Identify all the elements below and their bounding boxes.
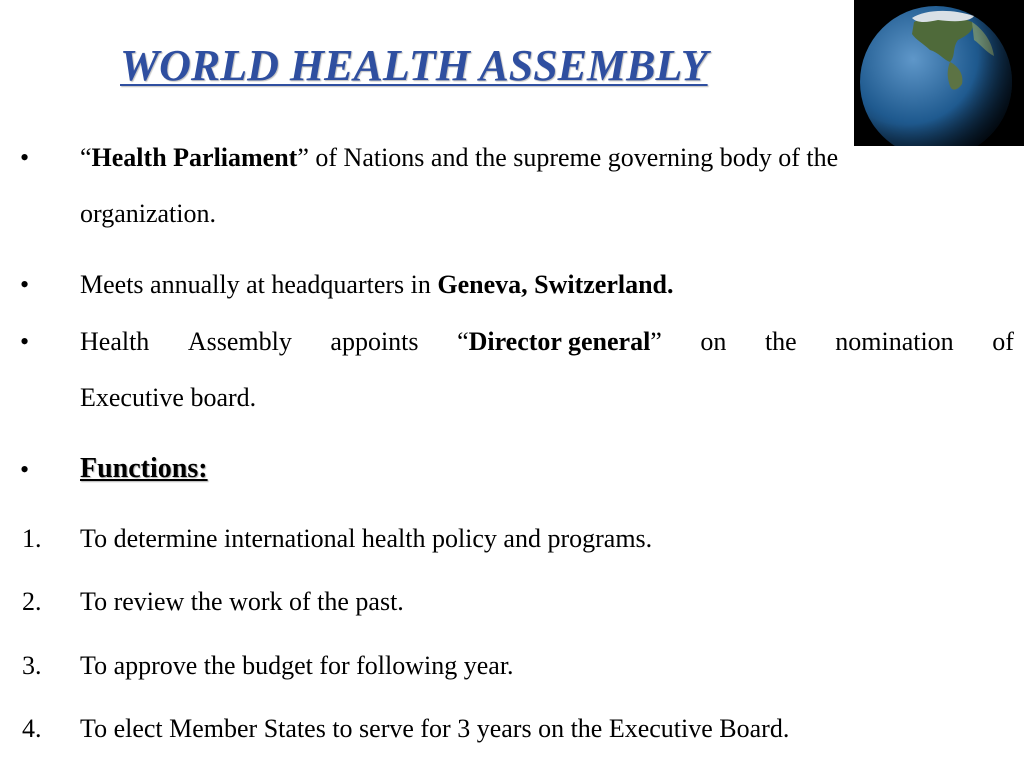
- close-quote: ”: [650, 327, 662, 356]
- list-item: To elect Member States to serve for 3 years on the Executive Board.: [80, 714, 790, 743]
- word: nomination: [835, 327, 954, 356]
- list-number: 2.: [22, 587, 42, 616]
- bullet-continuation: Executive board.: [80, 383, 257, 412]
- bullet-meets-annually: [80, 270, 674, 300]
- globe-image: [854, 0, 1024, 146]
- globe-icon: [854, 0, 1024, 146]
- word: of: [992, 327, 1014, 356]
- list-number: 1.: [22, 524, 42, 553]
- word: Assembly: [187, 327, 292, 356]
- list-number: 3.: [22, 651, 42, 680]
- list-item: To approve the budget for following year.: [80, 651, 514, 680]
- slide-title: WORLD HEALTH ASSEMBLY: [120, 41, 708, 90]
- bullet-text: ” of Nations and the supreme governing body of the: [297, 143, 839, 172]
- geneva-bold: Geneva, Switzerland.: [437, 270, 674, 299]
- bullet-director-general: [80, 327, 1014, 357]
- bullet-text: Meets annually at headquarters in: [80, 270, 438, 299]
- director-general-phrase: [457, 327, 662, 357]
- list-number: 4.: [22, 714, 42, 743]
- bullet-marker: •: [20, 327, 30, 356]
- word: on: [700, 327, 727, 356]
- bullet-marker: •: [20, 270, 30, 299]
- word: appoints: [330, 327, 419, 356]
- bullet-marker: •: [20, 455, 30, 484]
- bullet-marker: •: [20, 143, 30, 172]
- functions-heading: Functions:: [80, 453, 208, 484]
- list-item: To determine international health policy and programs.: [80, 524, 653, 553]
- open-quote: “: [457, 327, 469, 356]
- health-parliament-bold: Health Parliament: [91, 143, 298, 172]
- open-quote: “: [80, 143, 92, 172]
- bullet-continuation: organization.: [80, 199, 216, 228]
- list-item: To review the work of the past.: [80, 587, 404, 616]
- director-general-bold: Director general: [468, 327, 651, 356]
- word: the: [764, 327, 797, 356]
- bullet-health-parliament: [80, 143, 838, 173]
- word: Health: [80, 327, 150, 356]
